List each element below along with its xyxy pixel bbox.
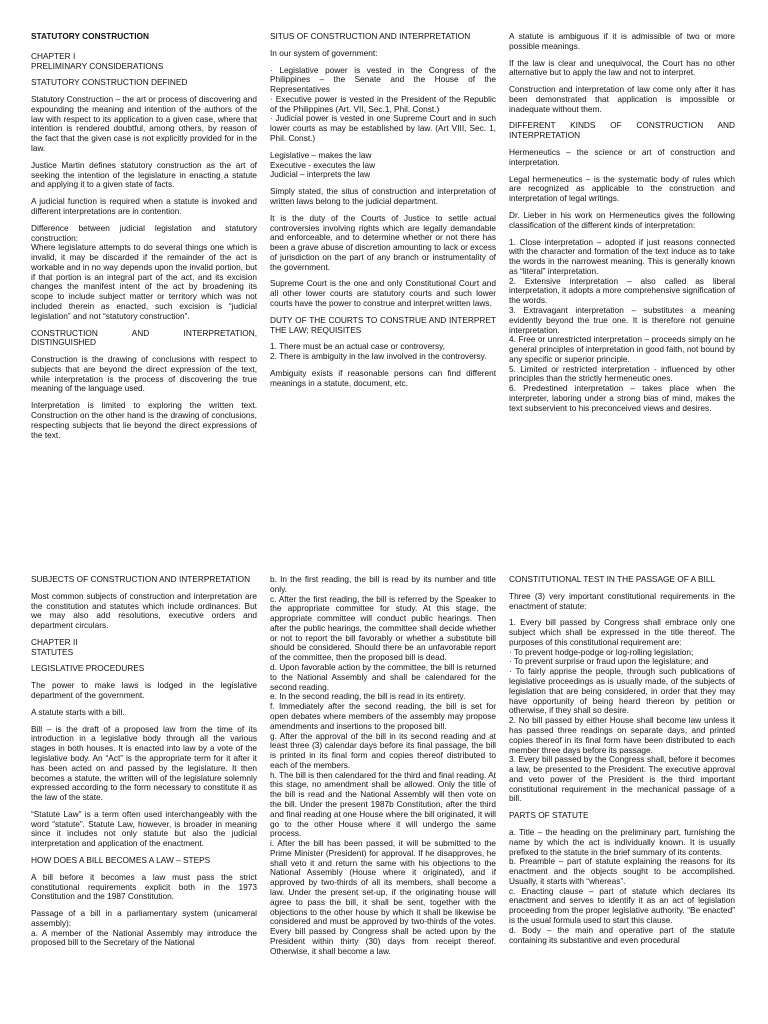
paragraph: A bill before it becomes a law must pass the strict constitutional requirements explicit both in the 1973 Constitution and the 1987 Constitution. (31, 871, 257, 902)
section-heading: DIFFERENT KINDS OF CONSTRUCTION AND INTERPRETATION (509, 120, 735, 141)
paragraph: If the law is clear and unequivocal, the Court has no other alternative but to apply the law and not to interpret. (509, 57, 735, 78)
paragraph: · Legislative power is vested in the Congress of the Philippines – the Senate and the House of the Representatives · Executive power is vested in the President of the Republic of the Philippines (Art. VII, Sec.1, Phil. Const.) · Judicial power is vested in one Supreme Court and in such lower courts as may be established by law. (Art VIII, Sec. 1, Phil. Const.) (270, 64, 496, 144)
top-column-3 (509, 32, 735, 421)
top-column-1 (31, 32, 257, 447)
bottom-column-1 (31, 575, 257, 955)
paragraph: b. In the first reading, the bill is read by its number and title only. c. After the first reading, the bill is referred by the Speaker to the appropriate committee for study. At this stage, the appropriate committee will conduct public hearings. Then after the public hearings, the committee shall decide whether or not to report the bill favorably or whether a substitute bill should be considered. Should there be an unfavorable report of the committee, then the proposed bill is dead. d. Upon favorable action by the committee, the bill is returned to the National Assembly and shall be calendared for the second reading. e. In the second reading, the bill is read in its entirety. f. Immediately after the second reading, the bill is set for open debates where members of the assembly may propose amendments and insertions to the proposed bill. g. After the approval of the bill in its second reading and at least three (3) calendar days before its final passage, the bill is printed in its final form and copies thereof distributed to each of the members. h. The bill is then calendared for the third and final reading. At this stage, no amendment shall be allowed. Only the title of the bill is read and the National Assembly will then vote on the bill. Under the present 1987b Constitution, after the third and final reading at one House where the bill originated, it will go to the other House where it will undergo the same process. i. After the bill has been passed, it will be submitted to the Prime Minister (President) for approval. If he disapproves, he shall veto it and return the same with his objections to the National Assembly (House where it originated), and if approved by two-thirds of all its members, shall become a law. Under the present set-up, if the originating house will agree to pass the bill, it shall be sent, together with the objections to the other house by which it shall be likewise be considered and must be approved by two-thirds of the votes. Every bill passed by Congress shall be acted upon by the President within thirty (30) days from receipt thereof. Otherwise, it shall become a law. (270, 574, 496, 956)
top-column-2 (270, 32, 496, 395)
paragraph: Statutory Construction – the art or process of discovering and expounding the meaning and intention of the authors of the law with respect to its application to a given case, where that intention is rendered doubtful, among others, by reason of the fact that the given case is not explicitly provided for in the law. (31, 94, 257, 154)
section-heading: HOW DOES A BILL BECOMES A LAW – STEPS (31, 854, 211, 865)
paragraph: Passage of a bill in a parliamentary system (unicameral assembly): a. A member of the National Assembly may introduce the proposed bill to the Secretary of the National (31, 908, 257, 948)
section-heading: SUBJECTS OF CONSTRUCTION AND INTERPRETATION (31, 574, 251, 584)
section-heading: DUTY OF THE COURTS TO CONSTRUE AND INTERPRET THE LAW; REQUISITES (270, 314, 496, 335)
section-heading: SITUS OF CONSTRUCTION AND INTERPRETATION (270, 31, 471, 41)
section-heading: STATUTORY CONSTRUCTION DEFINED (31, 77, 188, 88)
paragraph: A judicial function is required when a statute is invoked and different interpretations are in contention. (31, 196, 257, 216)
paragraph: Construction is the drawing of conclusions with respect to subjects that are beyond the direct expression of the text, while interpretation is the process of discovering the true meaning of the language used. (31, 354, 257, 394)
paragraph: Dr. Lieber in his work on Hermeneutics gives the following classification of the different kinds of interpretation: (509, 209, 735, 230)
paragraph: Construction and interpretation of law come only after it has been demonstrated that application is impossible or inadequate without them. (509, 84, 735, 114)
paragraph: Justice Martin defines statutory construction as the art of seeking the intention of the legislature in enacting a statute and applying it to a given state of facts. (31, 159, 257, 190)
paragraph: Bill – is the draft of a proposed law from the time of its introduction in a legislative body through all the various stages in both houses. It is enacted into law by a vote of the legislative body. An “Act” is the appropriate term for it after it has been acted on and passed by the legislature. It then becomes a statute, the written will of the legislature solemnly expressed according to the form necessary to constitute it as the law of the state. (31, 723, 257, 803)
paragraph: Hermeneutics – the science or art of construction and interpretation. (509, 147, 735, 167)
bottom-column-3 (509, 575, 735, 952)
section-heading: PARTS OF STATUTE (509, 810, 589, 821)
section-heading: CHAPTER I PRELIMINARY CONSIDERATIONS (31, 50, 164, 71)
paragraph: Supreme Court is the one and only Constitutional Court and all other lower courts are statutory courts and such lower courts have the power to construe and interpret written laws. (270, 278, 496, 308)
paragraph: Most common subjects of construction and interpretation are the constitution and statutes which include ordinances. But we may also add resolutions, executive orders and department circulars. (31, 590, 257, 631)
paragraph: Simply stated, the situs of construction and interpretation of written laws belong to the judicial department. (270, 186, 496, 206)
paragraph: A statute starts with a bill. (31, 706, 125, 717)
paragraph: Interpretation is limited to exploring the written text. Construction on the other hand is the drawing of conclusions, respecting subjects that lie beyond the direct expressions of the text. (31, 400, 257, 440)
paragraph: It is the duty of the Courts of Justice to settle actual controversies involving rights which are legally demandable and enforceable, and to determine whether or not there has been a grave abuse of discretion amounting to lack or excess of jurisdiction on the part of any branch or instrumentality of the government. (270, 212, 496, 272)
section-heading: CONSTRUCTION AND INTERPRETATION, DISTINGUISHED (31, 327, 257, 348)
section-heading: LEGISLATIVE PROCEDURES (31, 663, 145, 674)
paragraph: 1. Close interpretation – adopted if just reasons connected with the character and formation of the text induce as to take the words in the narrowest meaning. This is generally known as “literal” interpretation. 2. Extensive interpretation – also called as liberal interpretation, it adopts a more comprehensive signification of the words. 3. Extravagant interpretation – substitutes a meaning evidently beyond the true one. It is therefore not genuine interpretation. 4. Free or unrestricted interpretation – proceeds simply on he general principles of interpretation in good faith, not bound by any specific or superior principle. 5. Limited or restricted interpretation - influenced by other principles than the strictly hermeneutic ones. 6. Predestined interpretation – takes place when the interpreter, laboring under a strong bias of mind, makes the text subservient to his preconceived views and desires. (509, 236, 735, 413)
paragraph: Legislative – makes the law Executive - executes the law Judicial – interprets the law (270, 149, 376, 180)
paragraph: In our system of government: (270, 47, 378, 58)
section-heading: CHAPTER II STATUTES (31, 636, 78, 657)
section-heading: STATUTORY CONSTRUCTION (31, 31, 149, 41)
paragraph: Difference between judicial legislation and statutory construction: Where legislature attempts to do several things one which is invalid, it may be discarded if the remainder of the act is workable and in no way depends upon the invalid portion, but if that portion is an integral part of the act, and its excision changes the manifest intent of the act by broadening its scope to include subject matter or territory which was not included therein as enacted, such excision is “judicial legislation” and not “statutory construction”. (31, 222, 257, 321)
section-heading: CONSTITUTIONAL TEST IN THE PASSAGE OF A BILL (509, 574, 716, 584)
paragraph: a. Title – the heading on the preliminary part, furnishing the name by which the act is individually known. It is usually prefixed to the statute in the brief summary of its contents. b. Preamble – part of statute explaining the reasons for its enactment and the objects sought to be accomplished. Usually, it starts with “whereas”. c. Enacting clause – part of statute which declares its enactment and serves to identify it as an act of legislation proceeding from the proper legislative authority. “Be enacted” is the usual formula used to start this clause. d. Body – the main and operative part of the statute containing its substantive and even procedural (509, 826, 735, 945)
paragraph: Legal hermeneutics – is the systematic body of rules which are recognized as applicable to the construction and interpretation of legal writings. (509, 173, 735, 204)
paragraph: The power to make laws is lodged in the legislative department of the government. (31, 680, 257, 701)
paragraph: “Statute Law” is a term often used interchangeably with the word “statute”. Statute Law, however, is broader in meaning since it includes not only statute but also the judicial interpretation and application of the enactment. (31, 808, 257, 849)
paragraph: 1. Every bill passed by Congress shall embrace only one subject which shall be expressed in the title thereof. The purposes of this constitutional requirement are: · To prevent hodge-podge or log-rolling legislation; · To prevent surprise or fraud upon the legislature; and · To fairly apprise the people, through such publications of legislative proceedings as is usually made, of the subjects of legislation that are being considered, in order that they may have opportunity of being heard thereon by petition or otherwise, if they shall so desire. 2. No bill passed by either House shall become law unless it has passed three readings on separate days, and printed copies thereof in its final form have been distributed to each member three days before its passage. 3. Every bill passed by the Congress shall, before it becomes a law, be presented to the President. The executive approval and veto power of the President is the third important constitutional requirement in the mechanical passage of a bill. (509, 617, 735, 804)
bottom-column-2 (270, 575, 496, 963)
paragraph: A statute is ambiguous if it is admissible of two or more possible meanings. (509, 31, 735, 51)
paragraph: Three (3) very important constitutional requirements in the enactment of statute: (509, 590, 735, 611)
paragraph: 1. There must be an actual case or controversy, 2. There is ambiguity in the law involved in the controversy. (270, 341, 487, 362)
paragraph: Ambiguity exists if reasonable persons can find different meanings in a statute, document, etc. (270, 367, 496, 388)
